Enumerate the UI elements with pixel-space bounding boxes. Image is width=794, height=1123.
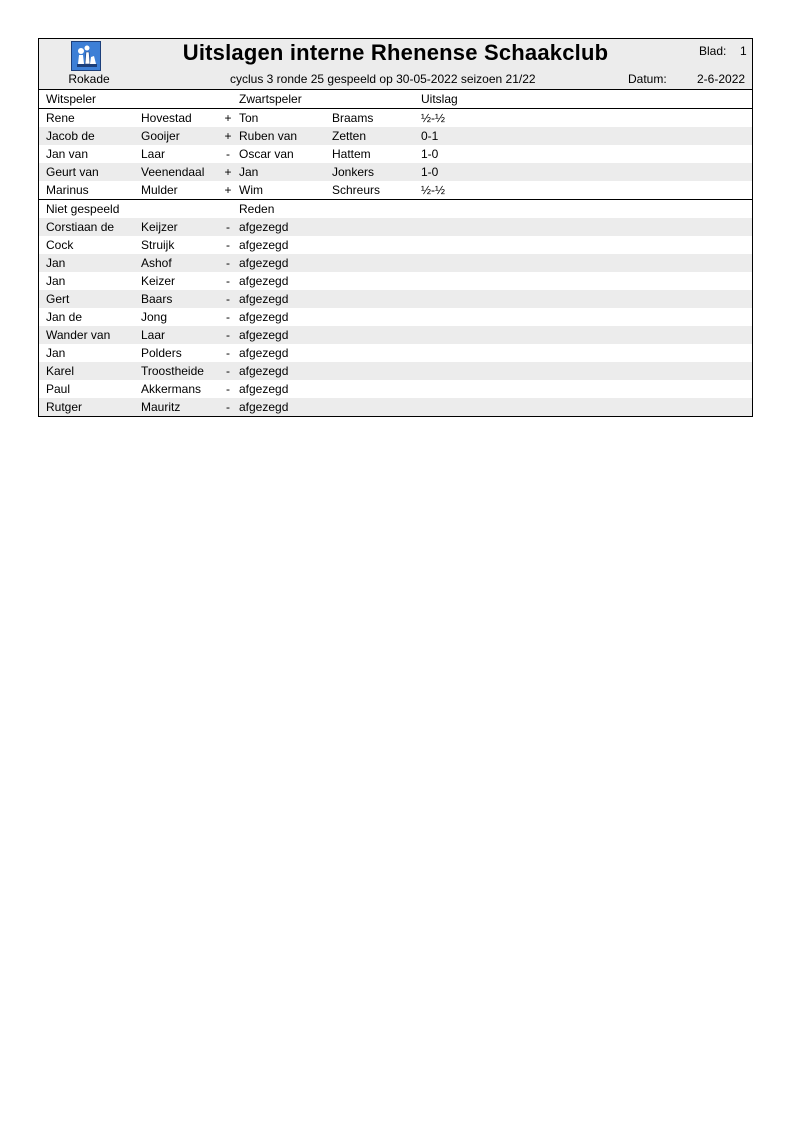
not-played-row: [39, 326, 752, 344]
white-last-name: Gooijer: [141, 129, 180, 143]
game-result: ½-½: [421, 183, 446, 197]
results-list: [39, 109, 752, 200]
page-label: Blad:: [699, 44, 727, 58]
player-last-name: Struijk: [141, 238, 175, 252]
white-last-name: Hovestad: [141, 111, 192, 125]
player-first-name: Jan: [46, 346, 66, 360]
result-row: [39, 109, 752, 127]
white-first-name: Marinus: [46, 183, 89, 197]
black-last-name: Braams: [332, 111, 374, 125]
results-header-row: [39, 90, 752, 109]
marker: -: [226, 346, 230, 360]
player-last-name: Ashof: [141, 256, 172, 270]
white-first-name: Jacob de: [46, 129, 95, 143]
player-last-name: Mauritz: [141, 400, 181, 414]
absence-reason: afgezegd: [239, 328, 289, 342]
black-player-header: Zwartspeler: [239, 92, 302, 106]
marker: -: [226, 328, 230, 342]
marker: -: [226, 147, 230, 161]
black-first-name: Wim: [239, 183, 263, 197]
player-last-name: Jong: [141, 310, 168, 324]
black-first-name: Ruben van: [239, 129, 298, 143]
black-last-name: Schreurs: [332, 183, 381, 197]
white-last-name: Laar: [141, 147, 166, 161]
date-label: Datum:: [628, 72, 667, 86]
absence-reason: afgezegd: [239, 292, 289, 306]
marker: +: [224, 129, 232, 143]
player-first-name: Jan: [46, 256, 66, 270]
black-last-name: Zetten: [332, 129, 367, 143]
game-result: 1-0: [421, 165, 439, 179]
white-last-name: Mulder: [141, 183, 178, 197]
marker: -: [226, 382, 230, 396]
player-first-name: Jan: [46, 274, 66, 288]
not-played-header: Niet gespeeld: [46, 202, 120, 216]
not-played-list: [39, 218, 752, 416]
black-first-name: Jan: [239, 165, 259, 179]
white-first-name: Rene: [46, 111, 75, 125]
not-played-row: [39, 254, 752, 272]
player-last-name: Baars: [141, 292, 173, 306]
marker: +: [224, 111, 232, 125]
player-first-name: Gert: [46, 292, 70, 306]
absence-reason: afgezegd: [239, 382, 289, 396]
black-last-name: Jonkers: [332, 165, 375, 179]
game-result: 1-0: [421, 147, 439, 161]
not-played-row: [39, 362, 752, 380]
marker: -: [226, 400, 230, 414]
result-row: [39, 127, 752, 145]
black-first-name: Ton: [239, 111, 259, 125]
white-player-header: Witspeler: [46, 92, 97, 106]
result-row: [39, 163, 752, 181]
not-played-row: [39, 272, 752, 290]
page-title: Uitslagen interne Rhenense Schaakclub: [182, 40, 609, 65]
result-row: [39, 181, 752, 200]
not-played-row: [39, 290, 752, 308]
player-last-name: Laar: [141, 328, 166, 342]
player-last-name: Keizer: [141, 274, 176, 288]
marker: +: [224, 165, 232, 179]
absence-reason: afgezegd: [239, 256, 289, 270]
game-result: ½-½: [421, 111, 446, 125]
player-first-name: Jan de: [46, 310, 83, 324]
not-played-header-row: [39, 200, 752, 218]
player-first-name: Corstiaan de: [46, 220, 115, 234]
sheet-header: [39, 39, 752, 90]
marker: -: [226, 238, 230, 252]
player-first-name: Cock: [46, 238, 74, 252]
marker: +: [224, 183, 232, 197]
date-value: 2-6-2022: [697, 72, 746, 86]
result-header: Uitslag: [421, 92, 458, 106]
absence-reason: afgezegd: [239, 400, 289, 414]
black-last-name: Hattem: [332, 147, 371, 161]
white-last-name: Veenendaal: [141, 165, 205, 179]
absence-reason: afgezegd: [239, 220, 289, 234]
marker: -: [226, 364, 230, 378]
reason-header: Reden: [239, 202, 275, 216]
player-first-name: Rutger: [46, 400, 83, 414]
page-number: 1: [740, 44, 747, 58]
absence-reason: afgezegd: [239, 364, 289, 378]
not-played-row: [39, 218, 752, 236]
player-first-name: Wander van: [46, 328, 111, 342]
marker: -: [226, 292, 230, 306]
player-first-name: Paul: [46, 382, 71, 396]
not-played-row: [39, 398, 752, 416]
game-result: 0-1: [421, 129, 439, 143]
marker: -: [226, 310, 230, 324]
round-info: cyclus 3 ronde 25 gespeeld op 30-05-2022 seizoen 21/22: [230, 72, 536, 86]
not-played-row: [39, 236, 752, 254]
results-sheet: [38, 38, 753, 417]
absence-reason: afgezegd: [239, 238, 289, 252]
result-row: [39, 145, 752, 163]
club-name: Rokade: [68, 72, 110, 86]
player-last-name: Troostheide: [141, 364, 204, 378]
marker: -: [226, 220, 230, 234]
black-first-name: Oscar van: [239, 147, 294, 161]
player-last-name: Keijzer: [141, 220, 178, 234]
not-played-row: [39, 344, 752, 362]
absence-reason: afgezegd: [239, 274, 289, 288]
player-first-name: Karel: [46, 364, 75, 378]
not-played-row: [39, 380, 752, 398]
white-first-name: Jan van: [46, 147, 89, 161]
absence-reason: afgezegd: [239, 346, 289, 360]
player-last-name: Polders: [141, 346, 182, 360]
white-first-name: Geurt van: [46, 165, 99, 179]
player-last-name: Akkermans: [141, 382, 202, 396]
marker: -: [226, 256, 230, 270]
not-played-row: [39, 308, 752, 326]
marker: -: [226, 274, 230, 288]
absence-reason: afgezegd: [239, 310, 289, 324]
